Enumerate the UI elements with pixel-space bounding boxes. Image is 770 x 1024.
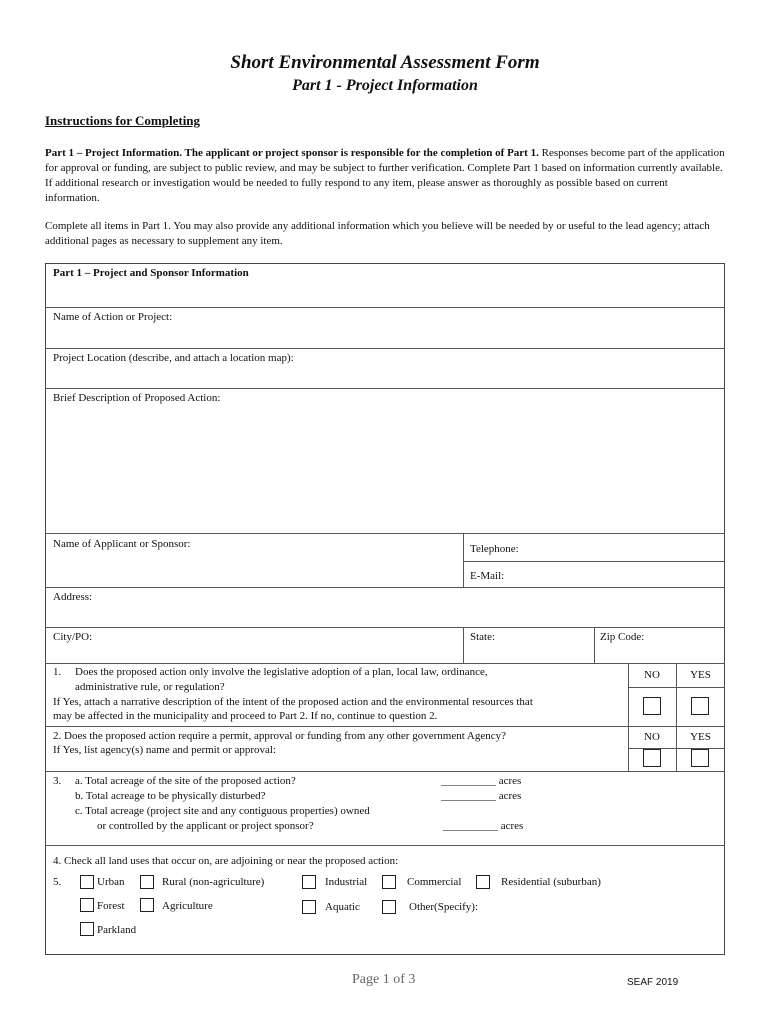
divider (45, 348, 725, 349)
forest-label: Forest (97, 900, 125, 912)
para1-bold: Part 1 – Project Information. The applicant or project sponsor is responsible for the completion of Part 1. (45, 147, 539, 159)
q1-text-line3: If Yes, attach a narrative description of the intent of the proposed action and the environmental resources that (53, 696, 533, 708)
q2-text-line1: 2. Does the proposed action require a permit, approval or funding from any other government Agency? (53, 730, 506, 742)
q2-yes-checkbox[interactable] (691, 749, 709, 767)
q3a-acres[interactable]: __________ acres (441, 775, 522, 787)
instructions-paragraph-1 (45, 146, 725, 206)
project-location-field[interactable] (46, 366, 724, 387)
instructions-heading: Instructions for Completing (45, 113, 201, 128)
state-label: State: (470, 631, 496, 643)
parkland-checkbox[interactable] (80, 922, 94, 936)
aquatic-label: Aquatic (325, 901, 360, 913)
name-of-action-label: Name of Action or Project: (53, 311, 173, 323)
name-of-action-field[interactable] (46, 325, 724, 347)
agriculture-label: Agriculture (162, 900, 213, 912)
q1-no-label: NO (644, 669, 660, 681)
divider (463, 627, 464, 663)
q3b-text: b. Total acreage to be physically disturbed? (75, 790, 266, 802)
brief-description-field[interactable] (46, 406, 724, 532)
q3c-text-line2: or controlled by the applicant or project sponsor? (97, 820, 314, 832)
q3-number: 3. (53, 775, 62, 787)
q3b-acres[interactable]: __________ acres (441, 790, 522, 802)
zip-label: Zip Code: (600, 631, 645, 643)
divider (463, 533, 464, 587)
urban-checkbox[interactable] (80, 875, 94, 889)
industrial-label: Industrial (325, 876, 368, 888)
commercial-label: Commercial (407, 876, 462, 888)
residential-label: Residential (suburban) (501, 876, 601, 888)
rural-label: Rural (non-agriculture) (162, 876, 265, 888)
project-location-label: Project Location (describe, and attach a location map): (53, 352, 294, 364)
q1-yes-checkbox[interactable] (691, 697, 709, 715)
q1-text-line1: Does the proposed action only involve the legislative adoption of a plan, local law, ordinance, (75, 666, 488, 678)
q4-text: 4. Check all land uses that occur on, are adjoining or near the proposed action: (53, 855, 399, 867)
divider (594, 627, 595, 663)
section-title: Part 1 – Project and Sponsor Information (53, 267, 249, 279)
residential-checkbox[interactable] (476, 875, 490, 889)
other-checkbox[interactable] (382, 900, 396, 914)
email-field[interactable] (515, 563, 724, 586)
q1-number: 1. (53, 666, 62, 678)
divider (45, 845, 725, 846)
email-label: E-Mail: (470, 570, 505, 582)
applicant-name-field[interactable] (46, 552, 462, 586)
divider (463, 561, 725, 562)
address-field[interactable] (46, 605, 724, 626)
divider (45, 388, 725, 389)
divider (45, 307, 725, 308)
telephone-field[interactable] (530, 537, 724, 560)
q2-text-line2: If Yes, list agency(s) name and permit or approval: (53, 744, 276, 756)
divider (45, 663, 725, 664)
urban-label: Urban (97, 876, 125, 888)
q1-text-line4: may be affected in the municipality and proceed to Part 2. If no, continue to question 2. (53, 710, 438, 722)
address-label: Address: (53, 591, 93, 603)
commercial-checkbox[interactable] (382, 875, 396, 889)
q3c-text-line1: c. Total acreage (project site and any contiguous properties) owned (75, 805, 370, 817)
divider (45, 533, 725, 534)
agriculture-checkbox[interactable] (140, 898, 154, 912)
aquatic-checkbox[interactable] (302, 900, 316, 914)
q2-no-checkbox[interactable] (643, 749, 661, 767)
applicant-name-label: Name of Applicant or Sponsor: (53, 538, 191, 550)
rural-checkbox[interactable] (140, 875, 154, 889)
telephone-label: Telephone: (470, 543, 519, 555)
q1-no-checkbox[interactable] (643, 697, 661, 715)
industrial-checkbox[interactable] (302, 875, 316, 889)
q1-text-line2: administrative rule, or regulation? (75, 681, 225, 693)
page-number: Page 1 of 3 (352, 972, 416, 987)
brief-description-label: Brief Description of Proposed Action: (53, 392, 221, 404)
divider (45, 587, 725, 588)
q5-number: 5. (53, 876, 62, 888)
other-label: Other(Specify): (409, 901, 479, 913)
q2-yes-label: YES (690, 731, 711, 743)
form-subtitle: Part 1 - Project Information (292, 77, 478, 94)
q2-no-label: NO (644, 731, 660, 743)
para1-text: Responses become part of the application for approval or funding, are subject to public review, and may be subject to further verification. Complete Part 1 based on information currently available. If additional research or investigation would be needed to fully respond to any item, please answer as thoroughly as possible based on current information. (45, 147, 725, 204)
q3a-text: a. Total acreage of the site of the proposed action? (75, 775, 296, 787)
q3c-acres[interactable]: __________ acres (443, 820, 524, 832)
form-code: SEAF 2019 (627, 977, 679, 988)
divider (45, 726, 725, 727)
city-field[interactable] (100, 628, 462, 662)
city-label: City/PO: (53, 631, 93, 643)
q1-yes-label: YES (690, 669, 711, 681)
form-title: Short Environmental Assessment Form (230, 52, 540, 73)
instructions-paragraph-2: Complete all items in Part 1. You may also provide any additional information which you believe will be needed by or useful to the lead agency; attach additional pages as necessary to supplement any item. (45, 220, 710, 247)
state-field[interactable] (503, 628, 593, 662)
zip-field[interactable] (655, 628, 724, 662)
forest-checkbox[interactable] (80, 898, 94, 912)
parkland-label: Parkland (97, 924, 137, 936)
divider (45, 771, 725, 772)
